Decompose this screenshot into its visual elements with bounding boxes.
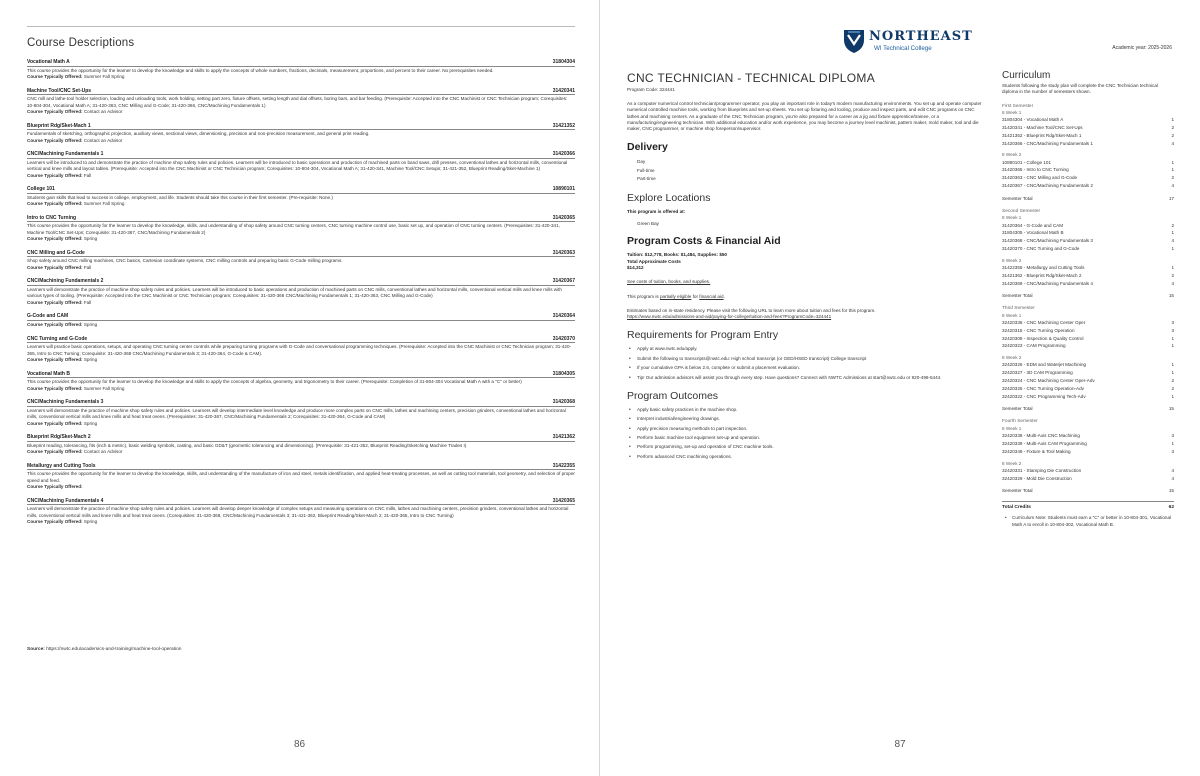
delivery-list xyxy=(627,158,983,183)
eligible-prefix: This program is xyxy=(627,293,659,299)
curriculum-course-label: 32420338 - Multi-Axis CNC Machining xyxy=(1002,433,1080,439)
curriculum-heading: Curriculum xyxy=(1002,70,1051,81)
curriculum-course-label: 32420323 - CAM Programming xyxy=(1002,343,1066,349)
curriculum-course-label: 31420368 - CNC/Machining Fundamentals 3 xyxy=(1002,238,1093,244)
course-name: CNC/Machining Fundamentals 4 xyxy=(27,497,104,504)
semester-name: Second Semester xyxy=(1002,208,1041,214)
course-header xyxy=(27,463,575,471)
course-offered xyxy=(27,357,575,363)
curriculum-course-label: 31804304 - Vocational Math A xyxy=(1002,117,1064,123)
course-code: 31420368 xyxy=(552,399,575,406)
outcomes-list xyxy=(627,407,983,460)
tuition-fees-link[interactable]: https://www.nwtc.edu/admissions-and-aid/paying-for-college/tuition-and-fees?ProgramCode=324441 xyxy=(627,314,832,320)
curriculum-course-credits: 4 xyxy=(1171,238,1174,244)
tuition-line: Tuition: $12,778, Books: $1,484, Supplies: $50 xyxy=(627,252,727,258)
section-title: Course Descriptions xyxy=(27,37,135,49)
requirement-item: • Tip! Our admission advisors will assist you through every step. Have questions? Connect with NWTC Admissions at start@nwtc.edu or 920-498-5444. xyxy=(627,375,983,381)
curriculum-course-label: 32420325 - CNC Turning Operation-Adv xyxy=(1002,385,1084,391)
week-name: 8 Week 1 xyxy=(1002,425,1022,431)
week-name: 8 Week 1 xyxy=(1002,215,1022,221)
course-description: Students gain skills that lead to success in college, employment, and life. Students should take this course in their first semester. (Pre-requisite: None.) xyxy=(27,194,333,200)
course-name: CNC/Machining Fundamentals 2 xyxy=(27,278,104,285)
outcome-item: • Perform advanced CNC machining operations. xyxy=(627,454,983,460)
course-header xyxy=(27,88,575,96)
requirements-heading: Requirements for Program Entry xyxy=(627,329,779,342)
curriculum-course-row xyxy=(1002,335,1174,343)
curriculum-course-row xyxy=(1002,140,1174,148)
course-list xyxy=(27,59,575,526)
outcome-item: • Apply basic safety practices in the machine shop. xyxy=(627,407,983,413)
delivery-heading: Delivery xyxy=(627,141,668,154)
course-header xyxy=(27,313,575,321)
curriculum-course-credits: 2 xyxy=(1171,385,1174,391)
academic-year: Academic year: 2025-2026 xyxy=(1112,45,1172,51)
program-code: Program Code: 324441 xyxy=(627,87,675,92)
curriculum-column xyxy=(1002,70,1174,528)
offered-terms: Summer Fall Spring xyxy=(83,74,125,79)
offered-terms: Spring xyxy=(83,236,98,242)
course-code: 31420367 xyxy=(552,278,575,285)
course-entry xyxy=(27,151,575,179)
course-name: Vocational Math A xyxy=(27,59,70,65)
requirement-item: • Submit the following to transcripts@nwtc.edu: High school transcript (or GED/HSED transcript) College transcript xyxy=(627,356,983,362)
offered-terms: Contact an Advisor xyxy=(83,109,123,114)
curriculum-course-credits: 1 xyxy=(1171,370,1174,376)
curriculum-course-row xyxy=(1002,174,1174,182)
curriculum-course-credits: 2 xyxy=(1171,272,1174,278)
curriculum-course-row xyxy=(1002,448,1174,456)
week-name: 8 Week 1 xyxy=(1002,312,1022,318)
see-costs-link[interactable]: See costs of tuition, books, and supplies. xyxy=(627,279,711,285)
semester-block xyxy=(1002,306,1174,411)
curriculum-course-label: 31420364 - G-Code and CAM xyxy=(1002,222,1064,228)
course-entry xyxy=(27,498,575,526)
semester-block xyxy=(1002,104,1174,201)
course-header xyxy=(27,151,575,159)
curriculum-course-row xyxy=(1002,264,1174,272)
program-intro: As a computer numerical control technician/programmer operator, you play an important role in today's modern manufacturing environments. You set up and operate computer numerical controlled machine tools, working from blueprints and set-up sheets. You set up fixturing and tooling, produce and inspect parts, and edit CNC programs on CNC lathes and machining centers. As a graduate of the CNC Technician program, you're also prepared for a career as a jig and fixture apprentice/trainee, or a manufacturing/engineering technician. With additional education and/or work experience, you may become a journey level machinist, pattern maker, mold maker, tool and die maker, CNC programmer, or machine shop foreperson/supervisor. xyxy=(627,101,982,132)
curriculum-course-row xyxy=(1002,280,1174,288)
curriculum-course-label: 32420308 - Inspection & Quality Control xyxy=(1002,335,1084,341)
curriculum-course-credits: 3 xyxy=(1171,433,1174,439)
course-description: Learners will demonstrate the practice of machine shop safety rules and policies. Learners will develop intermediate level knowledge and produce more complex parts on CNC mills, lathes and machining centers, precision grinders, conventional lathes and horizontal mills, conventional vertical mills and knee mills and heat treat ovens. (Prerequisites: 31-420-367, CNC/Machining Fundamentals 2; Corequisites: 31-420-364, G-Code and CAM) xyxy=(27,407,566,420)
curriculum-course-row xyxy=(1002,237,1174,245)
curriculum-course-label: 31420369 - CNC/Machining Fundamentals 4 xyxy=(1002,280,1093,286)
course-name: CNC/Machining Fundamentals 3 xyxy=(27,399,104,406)
course-name: Machine Tool/CNC Set-Ups xyxy=(27,87,92,94)
total-costs-value: $14,312 xyxy=(627,264,644,270)
course-name: College 101 xyxy=(27,186,55,193)
course-entry xyxy=(27,88,575,116)
course-name: Blueprint Rdg/Sket-Mach 2 xyxy=(27,434,91,441)
semester-total-label: Semester Total xyxy=(1002,293,1033,299)
curriculum-course-row xyxy=(1002,132,1174,140)
curriculum-course-label: 10890101 - College 101 xyxy=(1002,159,1052,165)
semester-total-row xyxy=(1002,293,1174,298)
semester-total-value: 17 xyxy=(1168,195,1174,201)
curriculum-course-row xyxy=(1002,327,1174,335)
course-header xyxy=(27,434,575,442)
course-header xyxy=(27,371,575,379)
curriculum-course-credits: 4 xyxy=(1171,475,1174,481)
curriculum-intro: Students following the study plan will complete the CNC Technician technical diploma in the number of semesters shown. xyxy=(1002,83,1158,95)
offered-label: Course Typically Offered: xyxy=(27,299,83,305)
delivery-item: Day xyxy=(637,159,646,165)
course-name: Intro to CNC Turning xyxy=(27,214,77,221)
offered-terms: Summer Fall Spring xyxy=(83,385,125,391)
course-offered xyxy=(27,484,575,490)
curriculum-course-row xyxy=(1002,272,1174,280)
semester-total-label: Semester Total xyxy=(1002,195,1033,201)
costs-heading: Program Costs & Financial Aid xyxy=(627,235,781,248)
curriculum-course-credits: 1 xyxy=(1171,362,1174,368)
requirements-list xyxy=(627,346,983,380)
curriculum-course-credits: 1 xyxy=(1171,245,1174,251)
curriculum-course-row xyxy=(1002,182,1174,190)
total-credits-value: 62 xyxy=(1168,505,1174,511)
outcome-item: • Interpret industrial/engineering drawings. xyxy=(627,416,983,422)
course-entry xyxy=(27,278,575,306)
semester-total-row xyxy=(1002,488,1174,493)
curriculum-course-credits: 4 xyxy=(1171,280,1174,286)
location-item: Green Bay xyxy=(637,221,659,227)
week-name: 8 Week 2 xyxy=(1002,355,1022,361)
curriculum-course-label: 32420322 - CNC Programming Tech-Adv xyxy=(1002,393,1086,399)
curriculum-course-label: 31420363 - CNC Milling and G-Code xyxy=(1002,175,1078,181)
right-page xyxy=(600,0,1200,776)
course-code: 31420365 xyxy=(552,214,575,221)
course-name: Vocational Math B xyxy=(27,370,70,377)
curriculum-note: • Curriculum Note: Students must earn a "C" or better in 10-804-301, Vocational Math A to enroll in 10-804-302, Vocational Math B. xyxy=(1002,515,1174,528)
curriculum-course-credits: 2 xyxy=(1171,222,1174,228)
course-code: 31804304 xyxy=(552,59,575,65)
course-entry xyxy=(27,59,575,80)
course-descriptions-section xyxy=(27,26,575,533)
course-name: CNC Turning and G-Code xyxy=(27,335,88,342)
outcome-item: • Perform basic machine tool equipment set-up and operation. xyxy=(627,435,983,441)
curriculum-course-credits: 2 xyxy=(1171,378,1174,384)
course-description: Fundamentals of sketching, orthographic projection, auxiliary views, sectional views, dimensioning, precision and non-precision measurement, and general print reading. xyxy=(27,131,370,137)
total-credits-row xyxy=(1002,501,1174,510)
semester-block xyxy=(1002,209,1174,298)
source-label: Source: xyxy=(27,647,45,652)
course-code: 31420363 xyxy=(552,249,575,256)
course-entry xyxy=(27,434,575,455)
course-header xyxy=(27,250,575,258)
logo-subtitle: WI Technical College xyxy=(874,45,932,52)
course-code: 31420370 xyxy=(552,335,575,342)
course-description: This course provides the opportunity for the learner to develop the knowledge, skills, and understanding of shop safety around CNC turning centers, CNC turning machine control use, basic set up, and operation of CNC turning centers. (Prerequisites: 31-420-341, Machine Tool/CNC Set-Ups; Corequisite: 31-420-367, CNC/Machining Fundamentals 2) xyxy=(27,223,560,235)
curriculum-course-label: 31420367 - CNC/Machining Fundamentals 2 xyxy=(1002,183,1093,189)
source-link[interactable]: https://nwtc.edu/academics-and-training/machine-tool-operation xyxy=(46,647,182,652)
curriculum-course-row xyxy=(1002,229,1174,237)
outcome-item: • Apply precision measuring methods to part inspection. xyxy=(627,426,983,432)
curriculum-course-row xyxy=(1002,116,1174,124)
curriculum-course-credits: 1 xyxy=(1171,264,1174,270)
semester-total-label: Semester Total xyxy=(1002,406,1033,412)
week-name: 8 Week 1 xyxy=(1002,110,1022,116)
course-code: 31422355 xyxy=(552,462,575,469)
offered-terms: Fall xyxy=(83,264,92,270)
curriculum-course-label: 31804305 - Vocational Math B xyxy=(1002,230,1064,236)
course-offered xyxy=(27,519,575,525)
page-number: 87 xyxy=(894,739,906,750)
requirement-item: • Apply at www.nwtc.edu/apply. xyxy=(627,346,983,352)
week-name: 8 Week 2 xyxy=(1002,257,1022,263)
curriculum-course-row xyxy=(1002,222,1174,230)
curriculum-course-row xyxy=(1002,245,1174,253)
curriculum-course-credits: 1 xyxy=(1171,117,1174,123)
offered-terms: Spring xyxy=(83,321,98,327)
shield-logo-icon xyxy=(843,28,865,54)
financial-aid-link[interactable]: financial aid xyxy=(699,293,724,299)
offered-terms: Contact an Advisor xyxy=(83,137,123,143)
course-header xyxy=(27,123,575,131)
curriculum-course-credits: 3 xyxy=(1171,448,1174,454)
offered-label: Course Typically Offered: xyxy=(27,201,83,207)
course-description: This course provides the opportunity for the learner to develop the knowledge and skills to apply the concepts of algebra, geometry, and trigonometry to their career. (Prerequisite: Completion of 31-804-304 Vocational Math A with a "C" or better) xyxy=(27,379,522,385)
course-header xyxy=(27,186,575,194)
curriculum-course-credits: 2 xyxy=(1171,132,1174,138)
course-description: Blueprint reading, tolerancing, fits (inch & metric), basic welding symbols, casting, and basic GD&T (geometric tolerancing and dimensioning). (Prerequisite: 31-421-352, Blueprint Reading/Sketching Machine Trades I) xyxy=(27,442,467,448)
offered-label: Course Typically Offered: xyxy=(27,172,83,178)
curriculum-course-credits: 4 xyxy=(1171,183,1174,189)
course-description: This course provides the opportunity for the learner to develop the knowledge, skills, and understanding of the manufacture of iron and steel, metals identification, and applied heat-treating processes, as well as cutting tool materials, tool geometry, and selection of proper speed and feed. xyxy=(27,471,575,483)
curriculum-course-row xyxy=(1002,166,1174,174)
semester-block xyxy=(1002,419,1174,493)
course-offered xyxy=(27,322,575,328)
course-entry xyxy=(27,336,575,364)
course-code: 31420341 xyxy=(552,87,575,94)
outcome-item: • Perform programming, set-up and operation of CNC machine tools. xyxy=(627,444,983,450)
curriculum-course-row xyxy=(1002,369,1174,377)
course-offered xyxy=(27,109,575,115)
curriculum-course-credits: 4 xyxy=(1171,140,1174,146)
offered-label: Course Typically Offered: xyxy=(27,109,83,114)
course-code: 31421362 xyxy=(552,434,575,441)
curriculum-course-credits: 2 xyxy=(1171,125,1174,131)
course-name: Blueprint Rdg/Sket-Mach 1 xyxy=(27,122,91,129)
week-name: 8 Week 2 xyxy=(1002,460,1022,466)
course-entry xyxy=(27,250,575,271)
course-offered xyxy=(27,173,575,179)
course-offered xyxy=(27,449,575,455)
course-offered xyxy=(27,300,575,306)
course-entry xyxy=(27,186,575,207)
offered-label: Course Typically Offered: xyxy=(27,236,83,242)
course-header xyxy=(27,399,575,407)
curriculum-course-label: 32420326 - EDM and Waterjet Machining xyxy=(1002,362,1087,368)
partially-eligible-link[interactable]: partially eligible xyxy=(659,293,692,299)
offered-terms: Spring xyxy=(83,356,98,362)
course-code: 31420365 xyxy=(552,497,575,504)
course-offered xyxy=(27,265,575,271)
curriculum-course-label: 31420365 - Intro to CNC Turning xyxy=(1002,167,1069,173)
semester-total-label: Semester Total xyxy=(1002,488,1033,494)
estimates-note: Estimates based on in-state residency. Please visit the following URL to learn more about tuition and fees for this program. xyxy=(627,307,876,313)
curriculum-course-label: 32420327 - 3D CAM Programming xyxy=(1002,370,1073,376)
curriculum-course-label: 32420336 - CNC Machining Center Oper xyxy=(1002,320,1086,326)
course-code: 31421352 xyxy=(552,122,575,129)
offered-label: Course Typically Offered: xyxy=(27,484,83,490)
financial-aid-line xyxy=(627,294,983,300)
program-title: CNC TECHNICIAN - TECHNICAL DIPLOMA xyxy=(627,71,876,85)
curriculum-course-row xyxy=(1002,342,1174,350)
curriculum-course-credits: 1 xyxy=(1171,335,1174,341)
week-name: 8 Week 2 xyxy=(1002,152,1022,158)
curriculum-course-credits: 4 xyxy=(1171,467,1174,473)
offered-label: Course Typically Offered: xyxy=(27,519,83,525)
curriculum-course-row xyxy=(1002,377,1174,385)
curriculum-course-label: 31421352 - Blueprint Rdg/Sket-Mach 1 xyxy=(1002,132,1082,138)
semester-total-value: 15 xyxy=(1168,488,1174,494)
course-entry xyxy=(27,313,575,328)
course-code: 31420364 xyxy=(552,313,575,320)
curriculum-course-credits: 1 xyxy=(1171,167,1174,173)
course-description: Learners will practice basic operations, setups, and operating CNC turning center controls while preparing turning programs with G-Code and conversational programming techniques. (Prerequisite: Accepted into the CNC Machinist or CNC Technician program; 31-420-365, Intro to CNC Turning; Corequisite: 31-420-368 CNC/Machining Fundamentals 3; 31-420-364, G-Code & CAM). xyxy=(27,344,572,356)
course-code: 31804305 xyxy=(552,370,575,377)
course-entry xyxy=(27,399,575,427)
course-entry xyxy=(27,123,575,144)
curriculum-course-row xyxy=(1002,385,1174,393)
course-entry xyxy=(27,215,575,243)
offered-label: Course Typically Offered: xyxy=(27,449,83,455)
curriculum-course-credits: 1 xyxy=(1171,343,1174,349)
curriculum-course-label: 31420341 - Machine Tool/CNC Set-Ups xyxy=(1002,125,1083,131)
curriculum-course-label: 32420315 - CNC Turning Operation xyxy=(1002,327,1075,333)
offered-terms: Fall xyxy=(83,299,92,305)
offered-terms: Summer Fall Spring xyxy=(83,201,125,207)
college-logo xyxy=(843,26,973,56)
curriculum-course-row xyxy=(1002,432,1174,440)
course-description: CNC mill and lathe-tool holder selection, loading and unloading tools, work holding, setting part zero, fixture offsets, setting length and dial offsets, boring bars, and bar feeding. (Prerequisite: Accepted into the CNC Machinist or CNC Technician program; Corequisites: 10-804-304, Vocational Math A; 31-420-363, CNC Milling and G-Code; 31-420-366, CNC/Machining Fundamentals 1) xyxy=(27,96,568,108)
course-header xyxy=(27,336,575,344)
offered-label: Course Typically Offered: xyxy=(27,74,83,79)
curriculum-course-credits: 1 xyxy=(1171,230,1174,236)
course-offered xyxy=(27,236,575,242)
course-description: Learners will demonstrate the practice of machine shop safety rules and policies. Learners will develop deeper knowledge of complex setups and measuring operations on CNC mills, lathes and machining centers, precision grinders, conventional lathes and horizontal mills, conventional vertical mills and knee mills and heat treat ovens. (Corequisites: 31-420-368, CNC/Machining Fundamentals 3; 31-421-362, Blueprint Reading/Sket-Mach 2; 31-420-365, Intro to CNC Turning) xyxy=(27,506,569,518)
logo-wordmark: NORTHEAST xyxy=(869,29,973,44)
course-header xyxy=(27,59,575,67)
curriculum-course-row xyxy=(1002,361,1174,369)
curriculum-course-row xyxy=(1002,393,1174,401)
page-number: 86 xyxy=(293,739,306,750)
delivery-item: Part-time xyxy=(637,175,656,181)
curriculum-course-credits: 3 xyxy=(1171,327,1174,333)
curriculum-course-row xyxy=(1002,440,1174,448)
eligible-end: . xyxy=(723,293,725,299)
course-offered xyxy=(27,138,575,144)
curriculum-course-credits: 1 xyxy=(1171,440,1174,446)
offered-label: Course Typically Offered: xyxy=(27,420,83,426)
curriculum-course-label: 32420349 - Fixture & Tool Making xyxy=(1002,448,1071,454)
semester-name: First Semester xyxy=(1002,103,1034,109)
curriculum-course-label: 32420329 - Mold Die Construction xyxy=(1002,475,1072,481)
offered-label: Course Typically Offered: xyxy=(27,137,83,143)
course-offered xyxy=(27,421,575,427)
curriculum-course-label: 32420324 - CNC Machining Center Oper-Adv xyxy=(1002,378,1095,384)
curriculum-course-row xyxy=(1002,467,1174,475)
semester-total-value: 15 xyxy=(1168,293,1174,299)
semester-total-row xyxy=(1002,196,1174,201)
course-description: Shop safety around CNC milling machines, CNC basics, Cartesian coordinate systems, CNC milling controls and preparing basic G-Code milling programs. xyxy=(27,258,343,264)
offered-terms: Contact an Advisor xyxy=(83,449,123,455)
source-line xyxy=(27,647,181,652)
offered-terms: Spring xyxy=(83,519,98,525)
requirement-item: • If your cumulative GPA is below 2.6, complete or submit a placement evaluation. xyxy=(627,365,983,371)
curriculum-course-label: 32420331 - Stamping Die Construction xyxy=(1002,467,1082,473)
course-code: 31420366 xyxy=(552,151,575,158)
offered-label: Course Typically Offered: xyxy=(27,385,83,391)
course-name: Metallurgy and Cutting Tools xyxy=(27,462,96,469)
course-name: G-Code and CAM xyxy=(27,313,69,320)
curriculum-course-credits: 2 xyxy=(1171,175,1174,181)
offered-at-label: This program is offered at: xyxy=(627,209,686,215)
curriculum-course-credits: 1 xyxy=(1171,159,1174,165)
offered-label: Course Typically Offered: xyxy=(27,321,83,327)
curriculum-course-credits: 3 xyxy=(1171,320,1174,326)
course-offered xyxy=(27,201,575,207)
curriculum-course-label: 31422355 - Metallurgy and Cutting Tools xyxy=(1002,264,1085,270)
total-credits-label: Total Credits xyxy=(1002,505,1031,511)
explore-locations-heading: Explore Locations xyxy=(627,192,711,205)
delivery-item: Full-time xyxy=(637,167,655,173)
curriculum-course-row xyxy=(1002,159,1174,167)
offered-terms: Fall xyxy=(83,172,92,178)
curriculum-course-row xyxy=(1002,319,1174,327)
semester-list xyxy=(1002,104,1174,494)
course-offered xyxy=(27,386,575,392)
program-main-column xyxy=(627,71,983,463)
course-header xyxy=(27,278,575,286)
semester-total-value: 15 xyxy=(1168,406,1174,412)
eligible-mid: for xyxy=(692,293,699,299)
curriculum-course-row xyxy=(1002,124,1174,132)
offered-terms: Spring xyxy=(83,420,98,426)
course-header xyxy=(27,498,575,506)
course-code: 10890101 xyxy=(552,186,575,193)
course-description: Learners will be introduced to and demonstrate the practice of machine shop safety rules and policies. Learners will be introduced to basic operations and production of machined parts on band saws, drill presses, conventional lathes and horizontal mills, conventional vertical and knee mills and layout tables. (Prerequisite: Accepted into the CNC Machinist or CNC Technician program; Corequisites: 10-804-304, Vocational Math A; 31-420-341, Machine Tool/CNC Setups; 31-421-352, Blueprint Reading/Sket-Machine 1) xyxy=(27,159,568,172)
semester-name: Third Semester xyxy=(1002,306,1035,312)
top-divider xyxy=(27,26,575,27)
course-name: CNC Milling and G-Code xyxy=(27,249,85,256)
outcomes-heading: Program Outcomes xyxy=(627,389,719,402)
offered-label: Course Typically Offered: xyxy=(27,356,83,362)
semester-name: Fourth Semester xyxy=(1002,419,1038,425)
course-header xyxy=(27,215,575,223)
semester-total-row xyxy=(1002,406,1174,411)
course-name: CNC/Machining Fundamentals 1 xyxy=(27,151,104,158)
curriculum-course-label: 31420370 - CNC Turning and G-Code xyxy=(1002,245,1080,251)
course-description: Learners will demonstrate the practice of machine shop safety rules and policies. Learners will be introduced to basic operations and production of machined parts on CNC mills, conventional lathes and horizontal mills, conventional vertical mills and knee mills with various types of tooling. (Prerequisite: Accepted into the CNC Machinist or CNC Technician program; Corequisites: 31-420-366 CNC/Machining Fundamentals 1; 31-420-363, CNC Milling and G-Code) xyxy=(27,286,562,299)
curriculum-course-label: 32420339 - Multi-Axis CAM Programming xyxy=(1002,440,1087,446)
course-entry xyxy=(27,371,575,392)
total-costs-label: Total Approximate Costs xyxy=(627,258,681,264)
course-description: This course provides the opportunity for the learner to develop the knowledge and skills to apply the concepts of whole numbers, fractions, decimals, measurement, proportions, and percent to their career. No prerequisites needed. xyxy=(27,67,494,73)
curriculum-course-label: 31421362 - Blueprint Rdg/Sket-Mach 2 xyxy=(1002,272,1082,278)
curriculum-course-row xyxy=(1002,475,1174,483)
curriculum-course-label: 31420366 - CNC/Machining Fundamentals 1 xyxy=(1002,140,1093,146)
course-entry xyxy=(27,463,575,491)
course-offered xyxy=(27,74,575,80)
offered-label: Course Typically Offered: xyxy=(27,264,83,270)
curriculum-course-credits: 1 xyxy=(1171,393,1174,399)
